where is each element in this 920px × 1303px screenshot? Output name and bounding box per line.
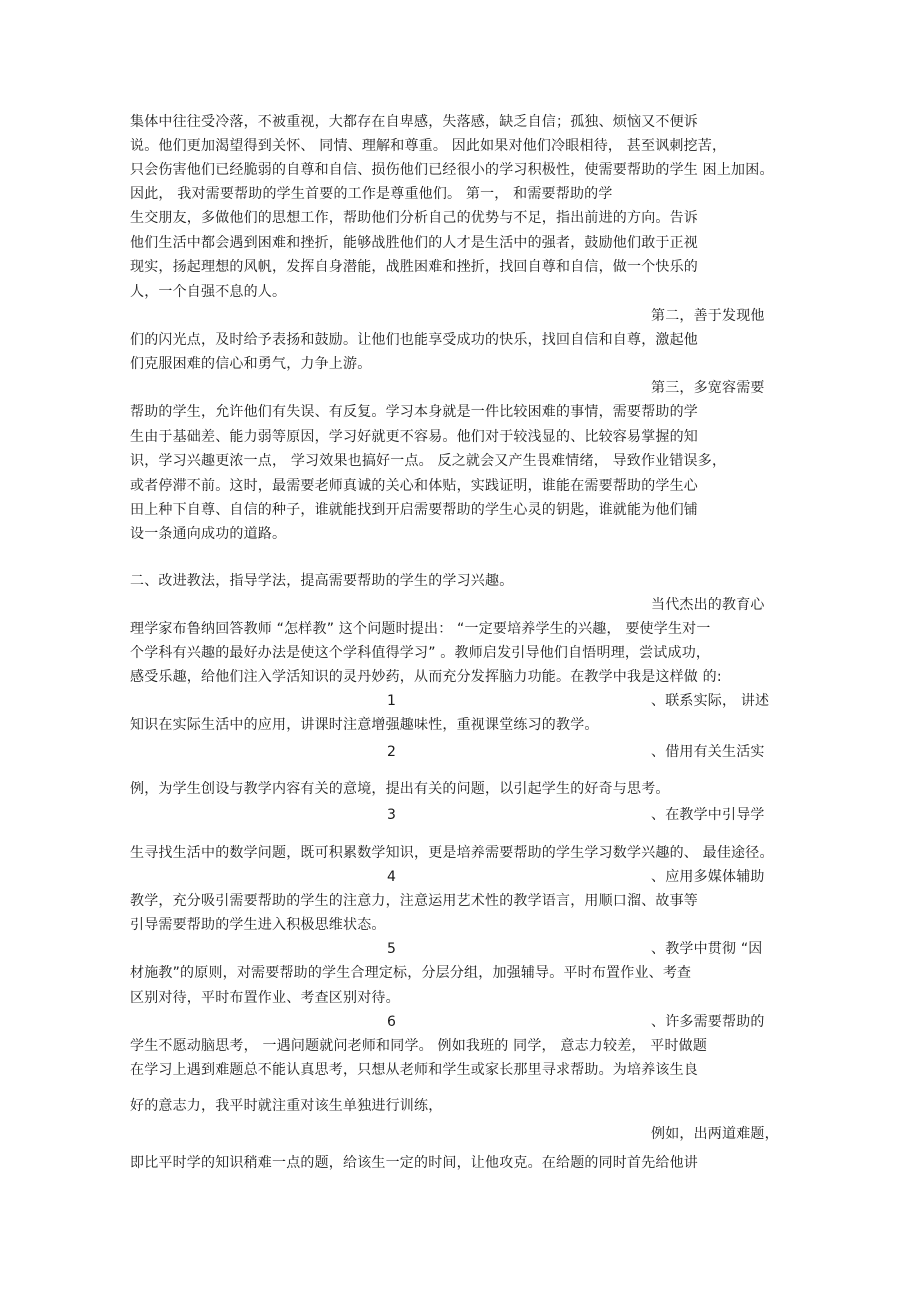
text-line: 人，一个自强不息的人。 bbox=[130, 284, 287, 300]
text-line: 们克服困难的信心和勇气，力争上游。 bbox=[130, 356, 372, 372]
text-line: 学生不愿动脑思考， 一遇问题就问老师和同学。 例如我班的 同学， 意志力较差， 平时做题 bbox=[130, 1038, 708, 1054]
text-line: 教学，充分吸引需要帮助的学生的注意力，注意运用艺术性的教学语言，用顺口溜、故事等 bbox=[130, 893, 698, 909]
text-line: 材施教”的原则，对需要帮助的学生合理定标，分层分组，加强辅导。平时布置作业、考查 bbox=[130, 965, 692, 981]
text-line: 田上种下自尊、自信的种子，谁就能找到开启需要帮助的学生心灵的钥匙，谁就能为他们铺 bbox=[130, 502, 698, 518]
list-number: 3 bbox=[387, 807, 397, 823]
text-line: 、联系实际， 讲述 bbox=[651, 693, 770, 709]
text-line: 他们生活中都会遇到困难和挫折，能够战胜他们的人才是生活中的强者，鼓励他们敢于正视 bbox=[130, 235, 698, 251]
text-line: 区别对待，平时布置作业、考查区别对待。 bbox=[130, 990, 400, 1006]
text-line: 感受乐趣，给他们注入学活知识的灵丹妙药，从而充分发挥脑力功能。在教学中我是这样做 的: bbox=[130, 669, 722, 685]
text-line: 好的意志力，我平时就注重对该生单独进行训练， bbox=[130, 1098, 443, 1114]
text-line: 知识在实际生活中的应用，讲课时注意增强趣味性，重视课堂练习的教学。 bbox=[130, 717, 599, 733]
text-line: 生寻找生活中的数学问题，既可积累数学知识，更是培养需要帮助的学生学习数学兴趣的、 最佳途径。 bbox=[130, 845, 774, 861]
text-line: 当代杰出的教育心 bbox=[651, 597, 765, 613]
list-number: 6 bbox=[387, 1014, 397, 1030]
section-heading: 二、改进教法，指导学法，提高需要帮助的学生的学习兴趣。 bbox=[130, 573, 514, 589]
text-line: 设一条通向成功的道路。 bbox=[130, 526, 287, 542]
text-line: 在学习上遇到难题总不能认真思考，只想从老师和学生或家长那里寻求帮助。为培养该生良 bbox=[130, 1062, 698, 1078]
list-number: 4 bbox=[387, 869, 397, 885]
text-line: 说。他们更加渴望得到关怀、 同情、理解和尊重。 因此如果对他们冷眼相待， 甚至讽刺挖苦， bbox=[130, 138, 727, 154]
text-line: 、借用有关生活实 bbox=[651, 744, 765, 760]
list-number: 5 bbox=[387, 941, 397, 957]
text-line: 理学家布鲁纳回答教师 “怎样教” 这个问题时提出： “一定要培养学生的兴趣， 要使学生对一 bbox=[130, 621, 711, 637]
text-line: 第三，多宽容需要 bbox=[651, 380, 765, 396]
text-line: 生交朋友，多做他们的思想工作，帮助他们分析自己的优势与不足，指出前进的方向。告诉 bbox=[130, 210, 698, 226]
text-line: 引导需要帮助的学生进入积极思维状态。 bbox=[130, 917, 386, 933]
text-line: 生由于基础差、能力弱等原因，学习好就更不容易。他们对于较浅显的、比较容易掌握的知 bbox=[130, 429, 698, 445]
text-line: 或者停滞不前。这时，最需要老师真诚的关心和体贴，实践证明，谁能在需要帮助的学生心 bbox=[130, 478, 698, 494]
list-number: 1 bbox=[387, 693, 397, 709]
list-number: 2 bbox=[387, 744, 397, 760]
text-line: 第二，善于发现他 bbox=[651, 308, 765, 324]
text-line: 个学科有兴趣的最好办法是使这个学科值得学习” 。教师启发引导他们自悟明理，尝试成功， bbox=[130, 645, 711, 661]
text-line: 只会伤害他们已经脆弱的自尊和自信、损伤他们已经很小的学习积极性，使需要帮助的学生 困上加困。 bbox=[130, 162, 774, 178]
text-line: 们的闪光点，及时给予表扬和鼓励。让他们也能享受成功的快乐，找回自信和自尊，激起他 bbox=[130, 332, 698, 348]
text-line: 因此， 我对需要帮助的学生首要的工作是尊重他们。 第一， 和需要帮助的学 bbox=[130, 186, 613, 202]
text-line: 例，为学生创设与教学内容有关的意境，提出有关的问题，以引起学生的好奇与思考。 bbox=[130, 781, 670, 797]
text-line: 集体中往往受冷落，不被重视，大都存在自卑感，失落感，缺乏自信；孤独、烦恼又不便诉 bbox=[130, 114, 698, 130]
text-line: 、教学中贯彻 “因 bbox=[651, 941, 763, 957]
text-line: 、许多需要帮助的 bbox=[651, 1014, 765, 1030]
text-line: 、应用多媒体辅助 bbox=[651, 869, 765, 885]
text-line: 现实，扬起理想的风帆，发挥自身潜能，战胜困难和挫折，找回自尊和自信，做一个快乐的 bbox=[130, 259, 698, 275]
text-line: 帮助的学生，允许他们有失误、有反复。学习本身就是一件比较困难的事情，需要帮助的学 bbox=[130, 404, 698, 420]
text-line: 例如，出两道难题， bbox=[651, 1126, 779, 1142]
text-line: 、在教学中引导学 bbox=[651, 807, 765, 823]
text-line: 识，学习兴趣更浓一点， 学习效果也搞好一点。 反之就会又产生畏难情绪， 导致作业错误多， bbox=[130, 453, 727, 469]
text-line: 即比平时学的知识稍难一点的题，给该生一定的时间，让他攻克。在给题的同时首先给他讲 bbox=[130, 1155, 698, 1171]
